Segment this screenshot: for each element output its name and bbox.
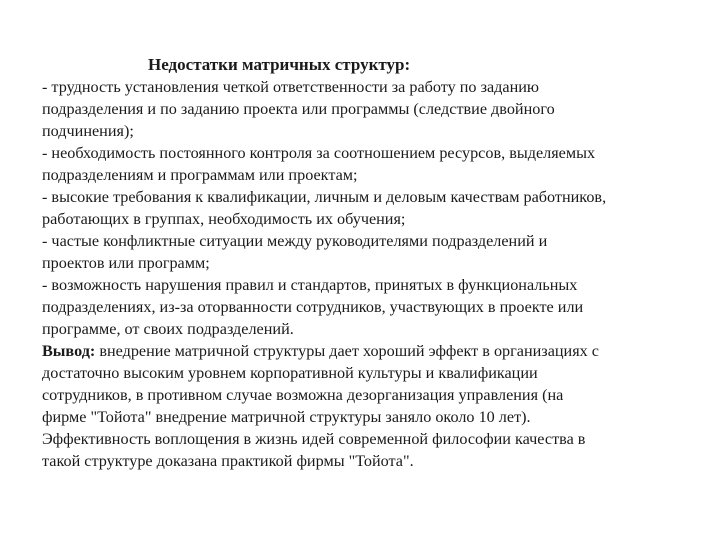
- conclusion-line: сотрудников, в противном случае возможна дезорганизация управления (на: [42, 386, 564, 404]
- text-line: работающих в группах, необходимость их обучения;: [42, 210, 406, 228]
- text-line: подчинения);: [42, 122, 134, 140]
- conclusion-line: фирме "Тойота" внедрение матричной структуры заняло около 10 лет).: [42, 408, 531, 426]
- conclusion-label: Вывод:: [42, 342, 96, 360]
- text-line: подразделения и по заданию проекта или программы (следствие двойного: [42, 100, 555, 118]
- slide-body: [42, 76, 682, 472]
- text-line: - необходимость постоянного контроля за соотношением ресурсов, выделяемых: [42, 144, 596, 162]
- text-line: программе, от своих подразделений.: [42, 320, 294, 338]
- conclusion-line: [42, 340, 682, 362]
- text-line: подразделениях, из-за оторванности сотрудников, участвующих в проекте или: [42, 298, 584, 316]
- text-line: проектов или программ;: [42, 254, 210, 272]
- text-line: - возможность нарушения правил и стандартов, принятых в функциональных: [42, 276, 578, 294]
- slide-title: Недостатки матричных структур:: [148, 55, 411, 74]
- conclusion-line: Эффективность воплощения в жизнь идей современной философии качества в: [42, 430, 586, 448]
- text-line: - частые конфликтные ситуации между руководителями подразделений и: [42, 232, 548, 250]
- text-line: подразделениям и программам или проектам;: [42, 166, 358, 184]
- conclusion-text: внедрение матричной структуры дает хороший эффект в организациях с: [95, 342, 599, 360]
- text-line: - высокие требования к квалификации, личным и деловым качествам работников,: [42, 188, 607, 206]
- conclusion-line: такой структуре доказана практикой фирмы "Тойота".: [42, 452, 414, 470]
- conclusion-line: достаточно высоким уровнем корпоративной культуры и квалификации: [42, 364, 538, 382]
- text-line: - трудность установления четкой ответственности за работу по заданию: [42, 78, 539, 96]
